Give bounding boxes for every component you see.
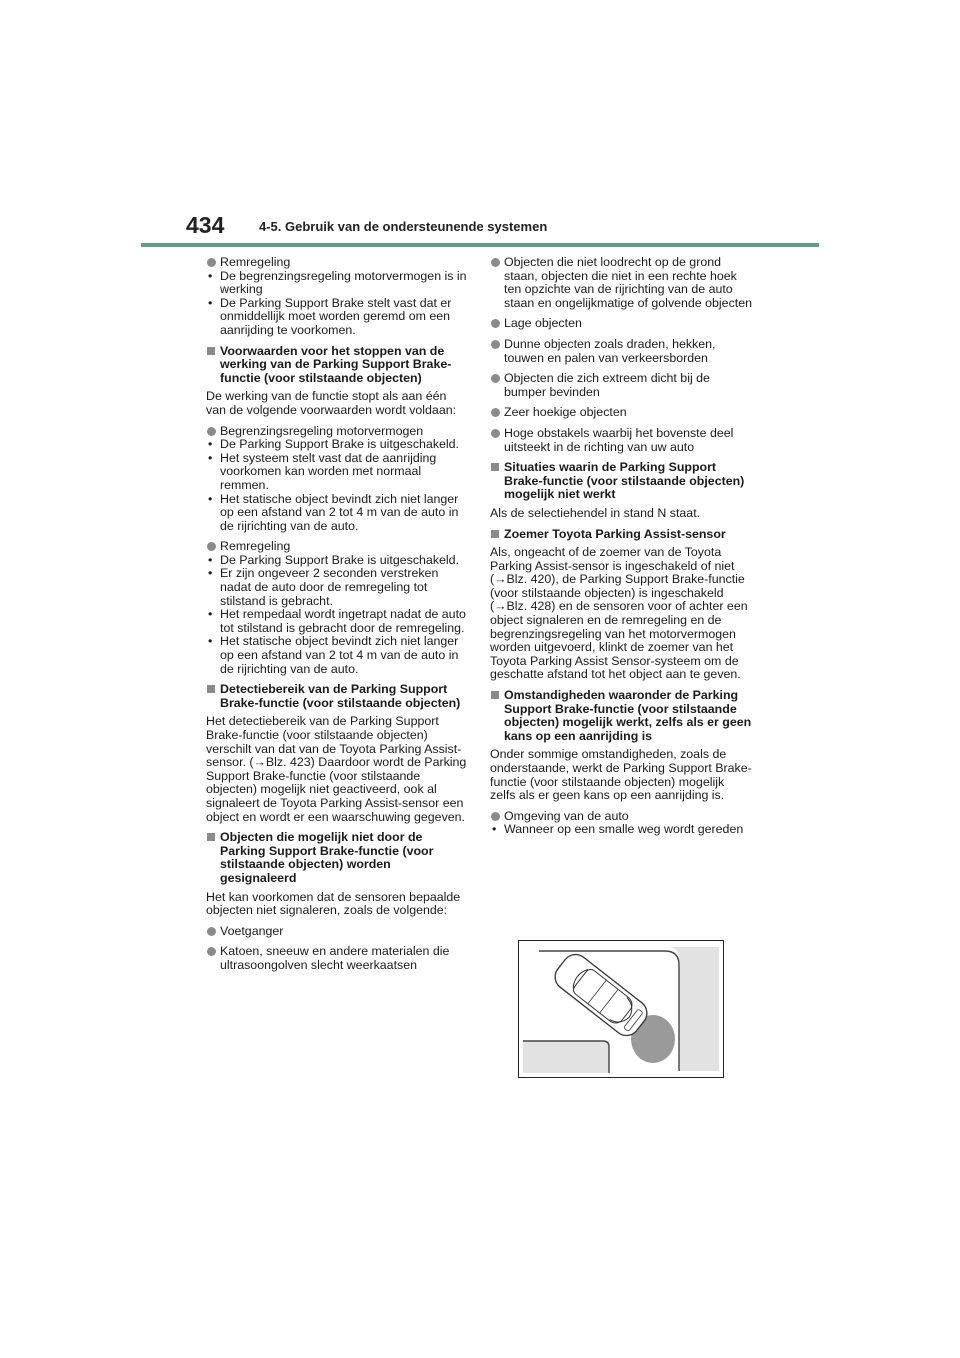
narrow-road-figure <box>518 940 724 1078</box>
motor-block <box>206 425 468 534</box>
sub-item-text: Het rempedaal wordt ingetrapt nadat de auto tot stilstand is gebracht door de remregeling. <box>220 607 466 635</box>
sub-item: • De Parking Support Brake is uitgeschakeld. <box>208 552 459 567</box>
left-block <box>523 1041 609 1073</box>
sub-item: • Het systeem stelt vast dat de aanrijding voorkomen kan worden met normaal remmen. <box>208 450 437 492</box>
omgeving-block <box>490 810 752 837</box>
sub-item: • Wanneer op een smalle weg wordt gereden <box>492 822 744 837</box>
bullet-katoen: Katoen, sneeuw en andere materialen die ultrasoongolven slecht weerkaatsen <box>206 945 468 972</box>
detection-range-block <box>206 683 468 824</box>
sub-item: • Het statische object bevindt zich niet langer op een afstand van 2 tot 4 m van de auto in de rijrichting van de auto. <box>208 491 459 533</box>
bullet-object: Dunne objecten zoals draden, hekken, touwen en palen van verkeersborden <box>490 338 752 365</box>
circumstances-text: Onder sommige omstandigheden, zoals de onderstaande, werkt de Parking Support Brake-functie (voor stilstaande objecten) mogelijk zelfs als er geen kans op een aanrijding is. <box>490 747 752 803</box>
stop-conditions-heading: Voorwaarden voor het stoppen van de werking van de Parking Support Brake-functie (voor stilstaande objecten) <box>206 345 468 386</box>
sub-item-text: De Parking Support Brake is uitgeschakeld. <box>220 437 459 452</box>
sub-item-text: Het systeem stelt vast dat de aanrijding voorkomen kan worden met normaal remmen. <box>220 450 437 492</box>
buzzer-text: Als, ongeacht of de zoemer van de Toyota Parking Assist-sensor is ingeschakeld of niet (→Blz. 420), de Parking Support Brake-functie (voor stilstaande objecten) is ingeschakeld (→Blz. 428) en de sensoren voor of achter een object signaleren en de remregeling en de begrenzingsregeling van het motorvermogen worden uitgevoerd, klinkt de zoemer van het Toyota Parking Assist Sensor-systeem om de geschatte afstand tot het object aan te geven. <box>490 545 748 682</box>
situations-block <box>490 461 752 520</box>
detection-range-heading: Detectiebereik van de Parking Support Brake-functie (voor stilstaande objecten) <box>206 683 468 710</box>
page-number: 434 <box>186 212 225 238</box>
bullet-omgeving: Omgeving van de auto <box>490 810 752 824</box>
sub-item: • Er zijn ongeveer 2 seconden verstreken nadat de auto door de remregeling tot stilstand is gebracht. <box>208 566 439 608</box>
sub-item-text: De begrenzingsregeling motorvermogen is in werking <box>220 268 467 297</box>
sub-item-text: De Parking Support Brake stelt vast dat er onmiddellijk moet worden geremd om een aanrijding te voorkomen. <box>220 295 452 337</box>
stop-conditions-text: De werking van de functie stopt als aan één van de volgende voorwaarden wordt voldaan: <box>206 389 457 417</box>
buzzer-heading: Zoemer Toyota Parking Assist-sensor <box>490 528 752 542</box>
sub-item-text: Het statische object bevindt zich niet langer op een afstand van 2 tot 4 m van de auto in de rijrichting van de auto. <box>220 634 459 676</box>
situations-text: Als de selectiehendel in stand N staat. <box>490 505 701 520</box>
header-rule <box>141 243 819 247</box>
stop-conditions-block <box>206 345 468 418</box>
undetected-objects-block <box>206 831 468 918</box>
bullet-remregeling-1: Remregeling <box>206 256 468 270</box>
sub-item-text: De Parking Support Brake is uitgeschakeld. <box>220 552 459 567</box>
sub-item-text: Het statische object bevindt zich niet langer op een afstand van 2 tot 4 m van de auto in de rijrichting van de auto. <box>220 491 459 533</box>
sub-item: • Het rempedaal wordt ingetrapt nadat de auto tot stilstand is gebracht door de remregeling. <box>208 607 466 635</box>
sub-item: • De Parking Support Brake is uitgeschakeld. <box>208 437 459 452</box>
sub-item: • De begrenzingsregeling motorvermogen is in werking <box>208 268 467 297</box>
remregeling-2-block <box>206 540 468 676</box>
remregeling-1-block <box>206 256 468 338</box>
bullet-object: Hoge obstakels waarbij het bovenste deel uitsteekt in de richting van uw auto <box>490 427 752 454</box>
bullet-remregeling-2: Remregeling <box>206 540 468 554</box>
bullet-object: Lage objecten <box>490 317 752 331</box>
sub-item-text: Er zijn ongeveer 2 seconden verstreken nadat de auto door de remregeling tot stilstand is gebracht. <box>220 566 439 608</box>
bullet-object: Objecten die niet loodrecht op de grond staan, objecten die niet in een rechte hoek ten opzichte van de rijrichting van de auto staan en ongelijkmatige of golvende objecten <box>490 256 752 310</box>
bullet-voetganger: Voetganger <box>206 925 468 939</box>
situations-heading: Situaties waarin de Parking Support Brake-functie (voor stilstaande objecten) mogelijk niet werkt <box>490 461 752 502</box>
sub-item-text: Wanneer op een smalle weg wordt gereden <box>504 822 744 837</box>
sub-item: • Het statische object bevindt zich niet langer op een afstand van 2 tot 4 m van de auto in de rijrichting van de auto. <box>208 634 459 676</box>
circumstances-block <box>490 689 752 803</box>
sub-item: • De Parking Support Brake stelt vast dat er onmiddellijk moet worden geremd om een aanrijding te voorkomen. <box>208 295 452 337</box>
detection-range-text: Het detectiebereik van de Parking Support Brake-functie (voor stilstaande objecten) verschilt van dat van de Toyota Parking Assist-sensor. (→Blz. 423) Daardoor wordt de Parking Support Brake-functie (voor stilstaande objecten) mogelijk niet geactiveerd, ook al signaleert de Toyota Parking Assist-sensor een object en wordt er een waarschuwing gegeven. <box>206 714 467 824</box>
undetected-objects-heading: Objecten die mogelijk niet door de Parking Support Brake-functie (voor stilstaande objecten) worden gesignaleerd <box>206 831 468 885</box>
circumstances-heading: Omstandigheden waaronder de Parking Support Brake-functie (voor stilstaande objecten) mogelijk werkt, zelfs als er geen kans op een aanrijding is <box>490 689 752 743</box>
left-column <box>206 256 468 980</box>
bullet-object: Zeer hoekige objecten <box>490 406 752 420</box>
right-column <box>490 256 752 844</box>
undetected-objects-text: Het kan voorkomen dat de sensoren bepaalde objecten niet signaleren, zoals de volgende: <box>206 889 461 918</box>
bullet-object: Objecten die zich extreem dicht bij de bumper bevinden <box>490 372 752 399</box>
narrow-road-illustration <box>519 941 723 1077</box>
bullet-motor: Begrenzingsregeling motorvermogen <box>206 425 468 439</box>
buzzer-block <box>490 528 752 683</box>
section-title: 4-5. Gebruik van de ondersteunende systemen <box>259 219 548 234</box>
